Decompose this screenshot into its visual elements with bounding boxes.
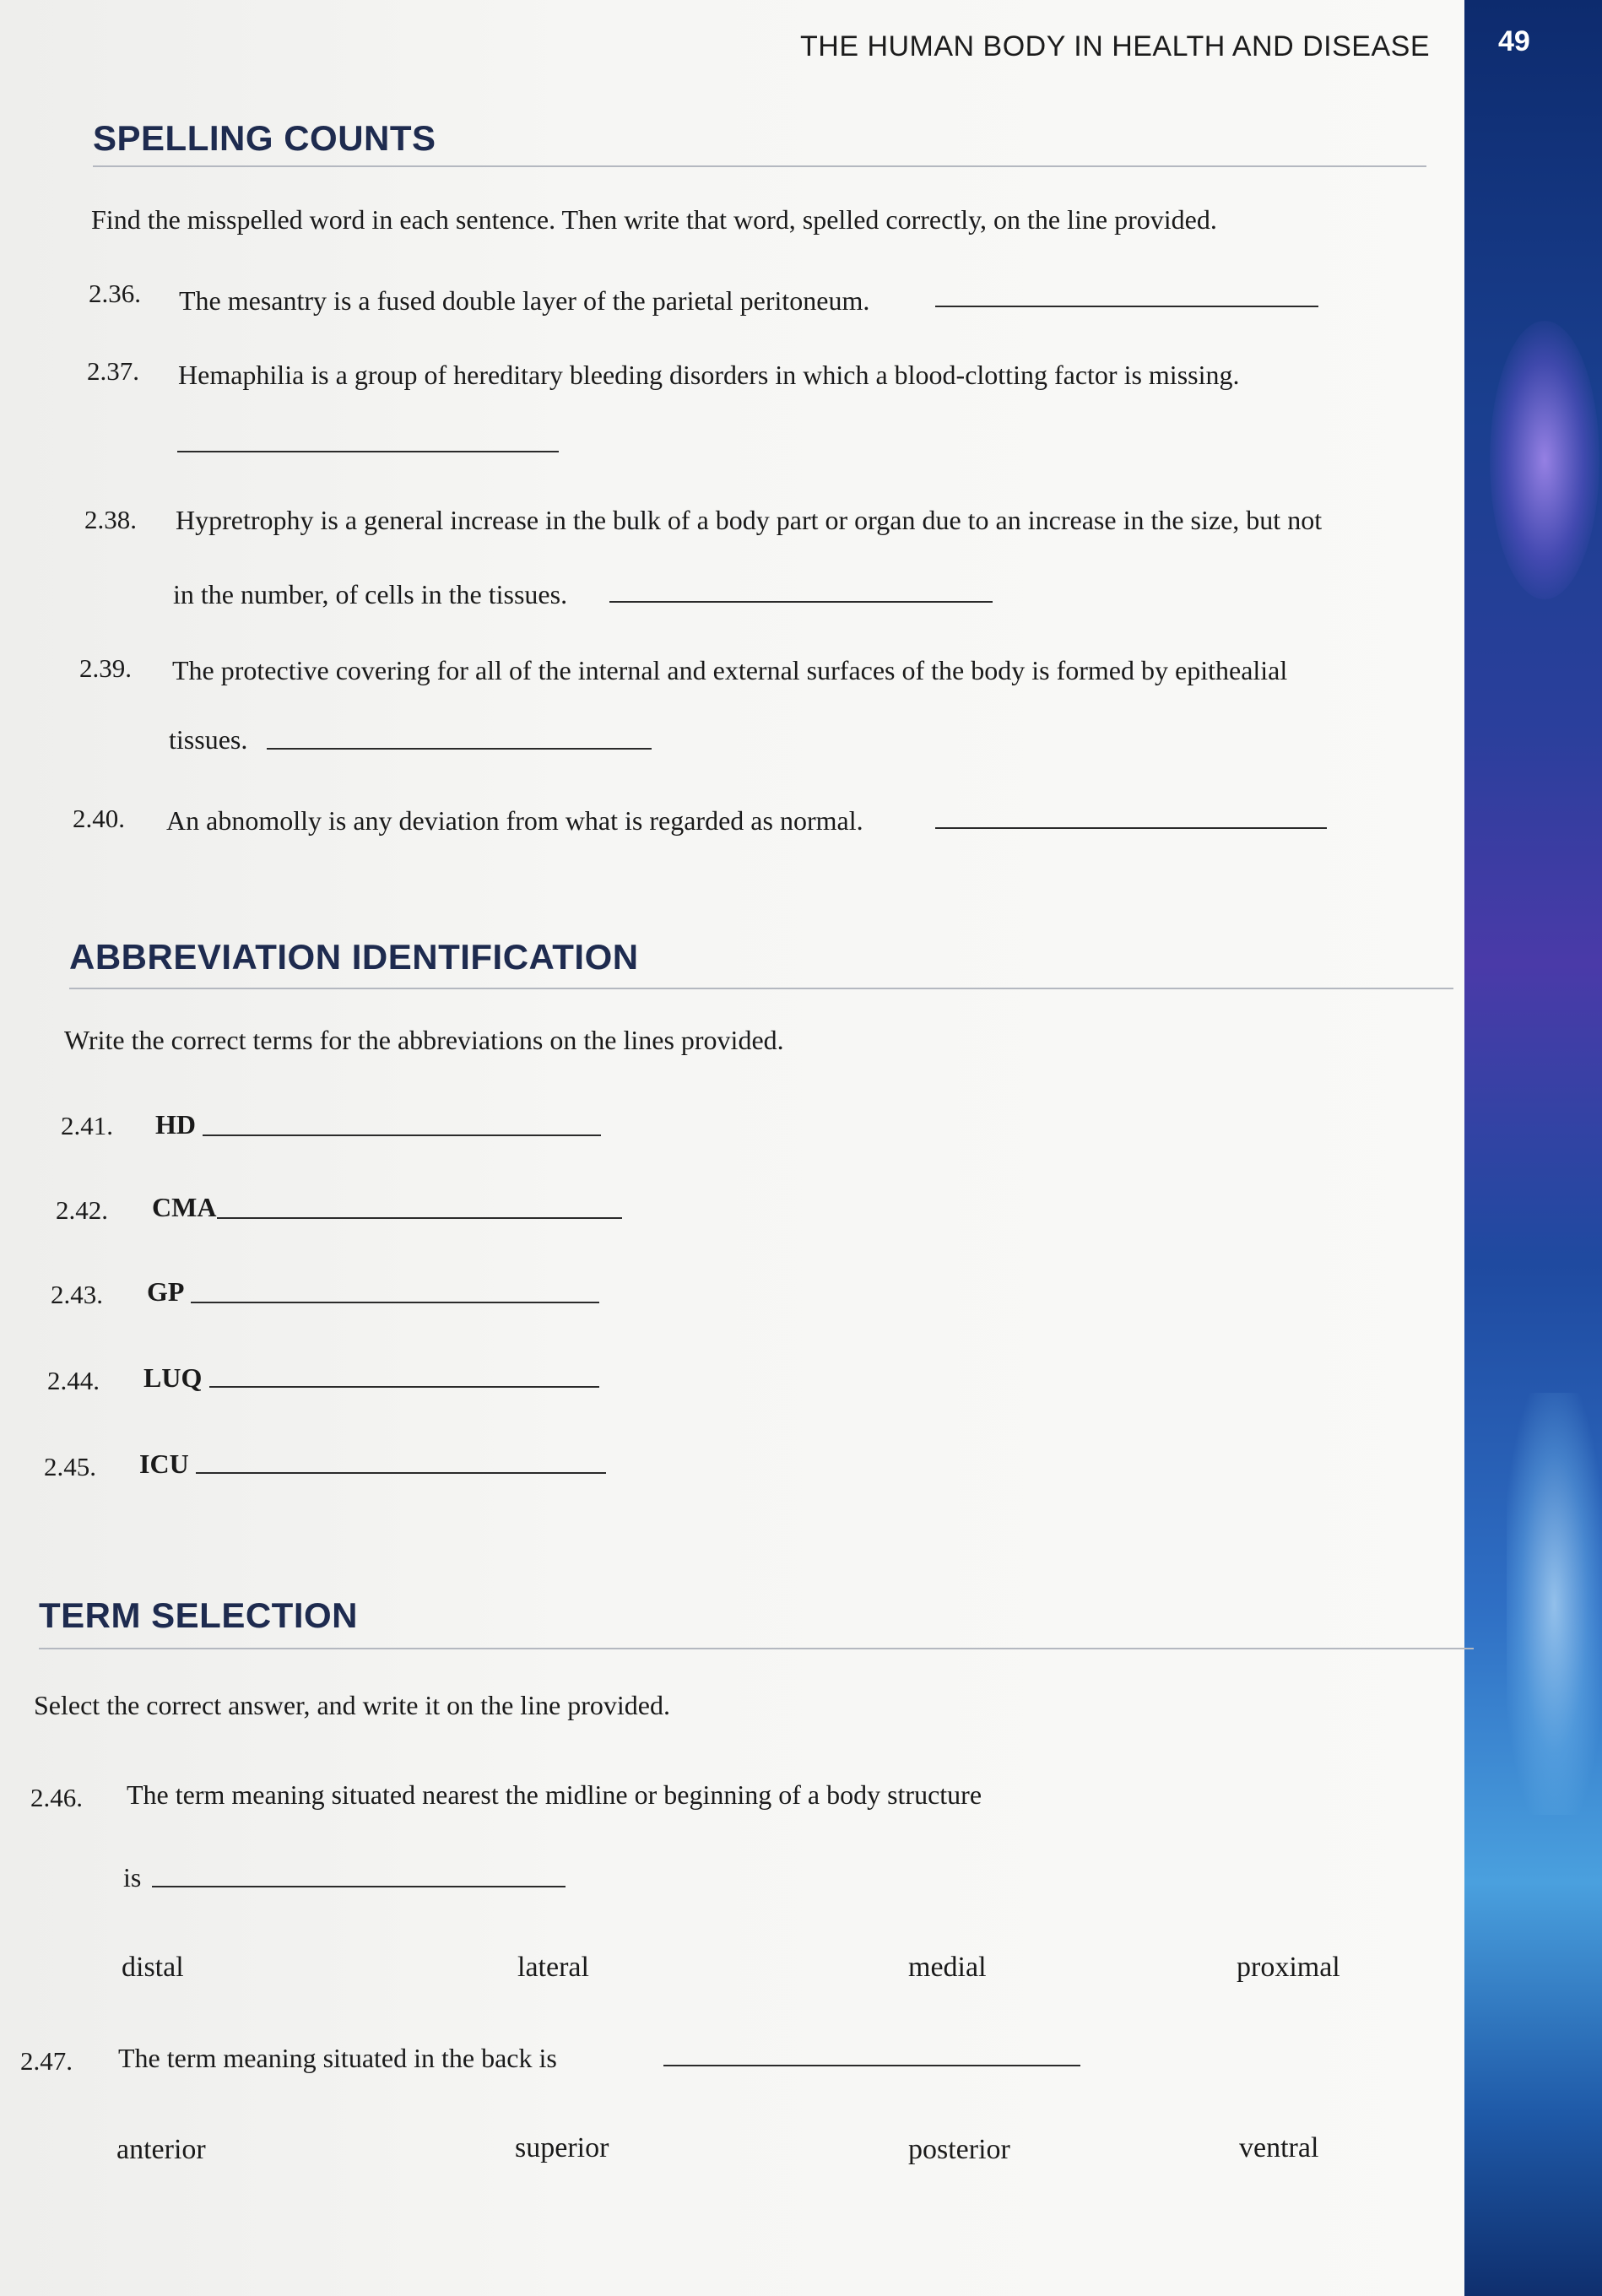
item-number: 2.37.	[87, 356, 139, 386]
section-title-term-selection: TERM SELECTION	[39, 1595, 359, 1635]
item-number: 2.47.	[20, 2046, 73, 2076]
sidebar-glow-upper	[1490, 321, 1599, 599]
section-title-abbreviation: ABBREVIATION IDENTIFICATION	[69, 937, 639, 977]
abbreviation-instruction: Write the correct terms for the abbreviations on the lines provided.	[64, 1025, 784, 1055]
running-header: THE HUMAN BODY IN HEALTH AND DISEASE	[800, 30, 1430, 62]
section-title-spelling: SPELLING COUNTS	[93, 118, 436, 158]
item-number: 2.41.	[61, 1111, 113, 1140]
answer-line[interactable]	[203, 1134, 601, 1136]
section-rule	[69, 988, 1453, 989]
question-text: The term meaning situated in the back is	[118, 2043, 557, 2073]
question-text: is	[123, 1862, 142, 1893]
answer-line[interactable]	[609, 601, 993, 603]
abbreviation: LUQ	[143, 1362, 203, 1393]
answer-choice[interactable]: anterior	[116, 2134, 206, 2165]
answer-line[interactable]	[191, 1302, 599, 1303]
answer-choice[interactable]: lateral	[517, 1952, 589, 1983]
item-number: 2.39.	[79, 653, 132, 683]
answer-line[interactable]	[209, 1386, 599, 1388]
question-text: The mesantry is a fused double layer of the parietal peritoneum.	[179, 285, 870, 316]
abbreviation: HD	[155, 1109, 196, 1140]
answer-choice[interactable]: posterior	[908, 2134, 1010, 2165]
answer-line[interactable]	[935, 306, 1318, 307]
question-text: An abnomolly is any deviation from what is regarded as normal.	[166, 805, 863, 836]
answer-line[interactable]	[935, 827, 1327, 829]
question-text: Hemaphilia is a group of hereditary bleeding disorders in which a blood-clotting factor is missing.	[178, 360, 1240, 390]
decorative-sidebar	[1464, 0, 1602, 2296]
item-number: 2.46.	[30, 1783, 83, 1812]
answer-choice[interactable]: ventral	[1239, 2132, 1319, 2163]
item-number: 2.38.	[84, 505, 137, 534]
spelling-instruction: Find the misspelled word in each sentence. Then write that word, spelled correctly, on the line provided.	[91, 204, 1217, 235]
question-text: The protective covering for all of the internal and external surfaces of the body is formed by epithealial	[172, 655, 1288, 685]
answer-line[interactable]	[217, 1217, 622, 1219]
page-number: 49	[1498, 25, 1530, 57]
answer-line[interactable]	[267, 748, 652, 750]
item-number: 2.44.	[47, 1366, 100, 1395]
sidebar-glow-lower	[1507, 1393, 1602, 1815]
abbreviation: ICU	[139, 1449, 189, 1479]
question-text: Hypretrophy is a general increase in the bulk of a body part or organ due to an increase in the size, but not	[176, 505, 1323, 535]
question-text: in the number, of cells in the tissues.	[173, 579, 568, 609]
item-number: 2.45.	[44, 1452, 96, 1481]
answer-line[interactable]	[196, 1472, 606, 1474]
answer-line[interactable]	[152, 1886, 566, 1887]
item-number: 2.36.	[89, 279, 141, 308]
question-text: The term meaning situated nearest the midline or beginning of a body structure	[127, 1779, 982, 1810]
answer-choice[interactable]: superior	[515, 2132, 609, 2163]
term-instruction: Select the correct answer, and write it on the line provided.	[34, 1690, 670, 1720]
section-rule	[93, 165, 1426, 167]
abbreviation: GP	[147, 1276, 185, 1307]
item-number: 2.40.	[73, 804, 125, 833]
answer-choice[interactable]: medial	[908, 1952, 987, 1983]
item-number: 2.42.	[56, 1195, 108, 1225]
abbreviation: CMA	[152, 1192, 217, 1222]
section-rule	[39, 1648, 1474, 1649]
item-number: 2.43.	[51, 1280, 103, 1309]
answer-choice[interactable]: distal	[122, 1952, 184, 1983]
answer-line[interactable]	[663, 2065, 1080, 2066]
answer-line[interactable]	[177, 451, 559, 452]
question-text: tissues.	[169, 724, 248, 755]
answer-choice[interactable]: proximal	[1237, 1952, 1340, 1983]
